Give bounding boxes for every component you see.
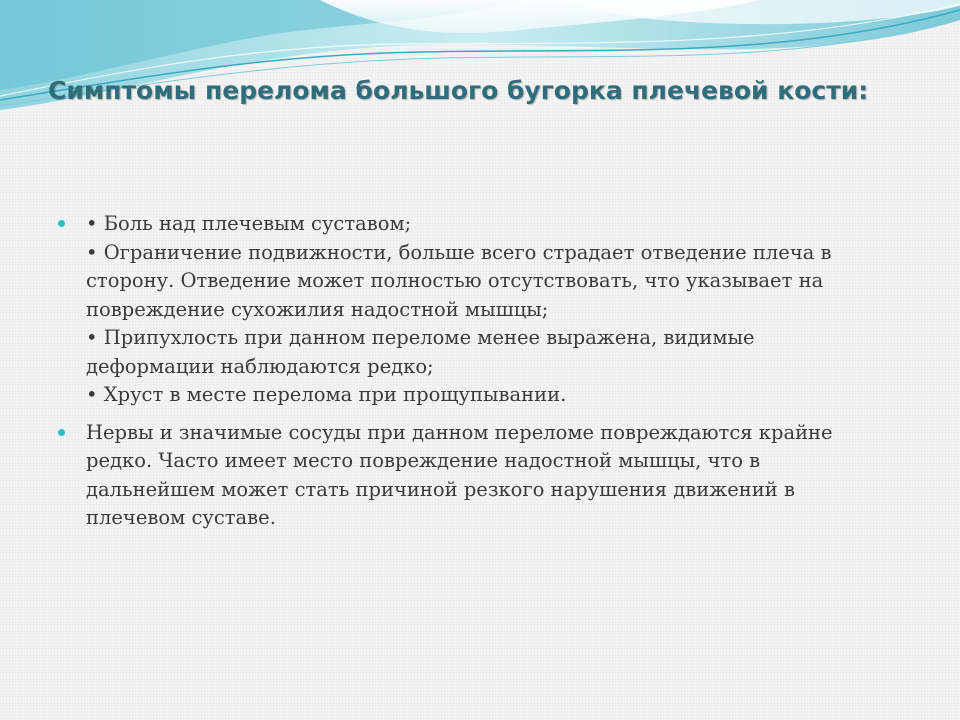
bullet-marker-icon	[58, 429, 65, 436]
text-line: • Хруст в месте перелома при прощупывании.	[86, 383, 567, 406]
text-line: Нервы и значимые сосуды при данном переломе повреждаются крайне	[86, 420, 833, 444]
text-line: деформации наблюдаются редко;	[86, 354, 434, 378]
text-line: • Боль над плечевым суставом;	[86, 212, 412, 235]
bullet-marker-icon	[58, 220, 65, 227]
slide-content	[58, 210, 878, 542]
text-line: плечевом суставе.	[86, 506, 276, 529]
text-line: дальнейшем может стать причиной резкого нарушения движений в	[86, 477, 795, 501]
text-line: • Припухлость при данном переломе менее выражена, видимые	[86, 326, 755, 349]
bullet-item-symptoms	[58, 210, 878, 410]
slide-title: Симптомы перелома большого бугорка плечевой кости:	[48, 76, 869, 105]
text-line: • Ограничение подвижности, больше всего страдает отведение плеча в	[86, 240, 832, 264]
text-line: сторону. Отведение может полностью отсутствовать, что указывает на	[86, 269, 824, 292]
bullet-item-nerves	[58, 419, 878, 533]
text-line: повреждение сухожилия надостной мышцы;	[86, 297, 549, 321]
text-line: редко. Часто имеет место повреждение надостной мышцы, что в	[86, 449, 761, 472]
